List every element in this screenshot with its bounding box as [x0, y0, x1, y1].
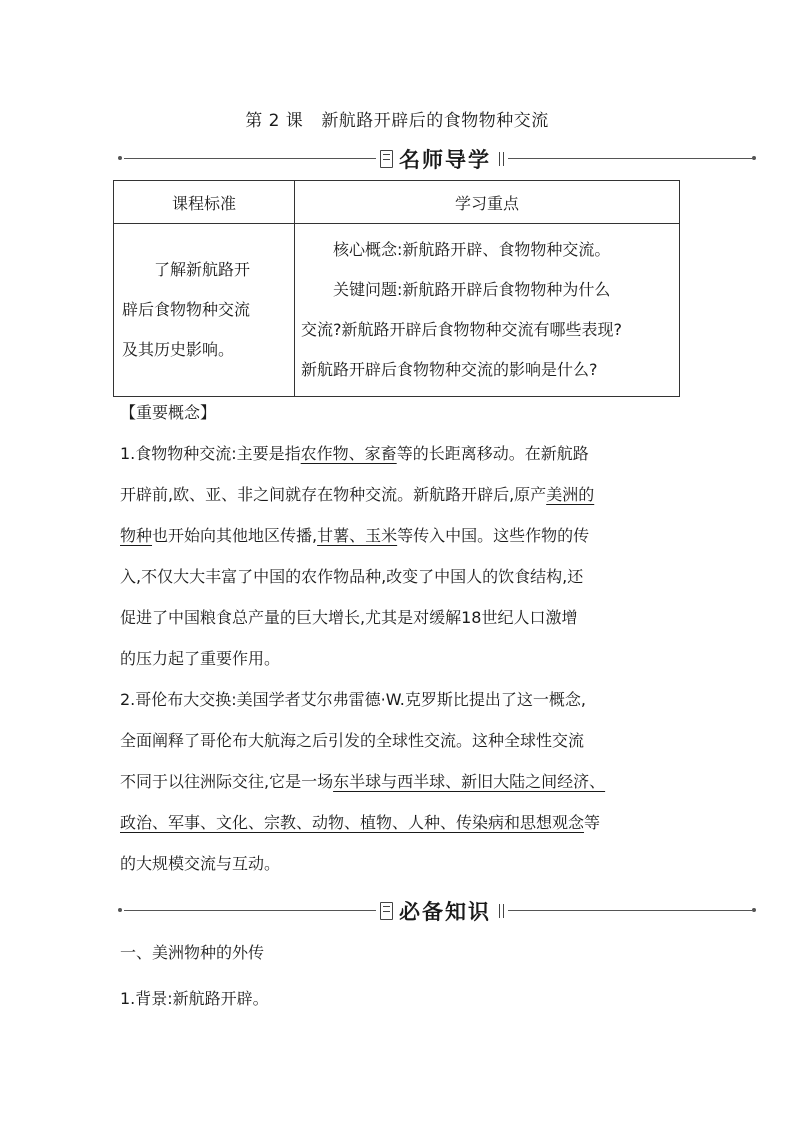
text-run: 的大规模交流与互动。 [120, 854, 281, 873]
guide-banner [118, 146, 758, 172]
knowledge-banner [118, 898, 758, 924]
header-standard: 课程标准 [114, 181, 295, 224]
text-run: 也开始向其他地区传播, [152, 526, 318, 545]
lesson-number: 第 2 课 [245, 111, 304, 131]
standards-table [113, 180, 680, 397]
guide-banner-label [376, 146, 508, 172]
text-run: 入,不仅大大丰富了中国的农作物品种,改变了中国人的饮食结构,还 [120, 567, 584, 586]
text-run: 1.食物物种交流:主要是指 [120, 444, 301, 463]
concepts-heading: 【重要概念】 [120, 403, 217, 422]
text-run: 不同于以往洲际交往,它是一场 [120, 772, 334, 791]
knowledge-banner-text: 必备知识 [399, 899, 491, 924]
banner-dot [118, 156, 122, 160]
tick-icon [499, 152, 504, 166]
standard-line: 辟后食物物种交流 [122, 300, 251, 319]
lesson-name: 新航路开辟后的食物物种交流 [321, 111, 549, 131]
text-run: 等传入中国。这些作物的传 [397, 526, 590, 545]
guide-banner-text: 名师导学 [399, 147, 491, 172]
concept-2 [120, 679, 700, 884]
standard-cell [114, 224, 295, 397]
focus-line: 关键问题:新航路开辟后食物物种为什么 [333, 280, 611, 299]
standard-line: 及其历史影响。 [122, 340, 235, 359]
section-heading: 一、美洲物种的外传 [120, 943, 265, 962]
text-run: 促进了中国粮食总产量的巨大增长,尤其是对缓解18世纪人口激增 [120, 608, 578, 627]
underlined-term: 农作物、家畜 [300, 444, 397, 463]
concept-1 [120, 433, 700, 679]
text-run: 等 [584, 813, 601, 832]
underlined-term: 东半球与西半球、新旧大陆之间经济、 [333, 772, 606, 791]
focus-line: 新航路开辟后食物物种交流的影响是什么? [301, 360, 598, 379]
text-run: 开辟前,欧、亚、非之间就存在物种交流。新航路开辟后,原产 [120, 485, 547, 504]
book-icon [380, 150, 393, 168]
focus-line: 核心概念:新航路开辟、食物物种交流。 [333, 240, 611, 259]
section-item: 1.背景:新航路开辟。 [120, 989, 269, 1008]
banner-dot [752, 156, 756, 160]
text-run: 的压力起了重要作用。 [120, 649, 281, 668]
underlined-term: 政治、军事、文化、宗教、动物、植物、人种、传染病和思想观念 [120, 813, 585, 832]
concepts-body [120, 392, 700, 884]
underlined-term: 甘薯、玉米 [317, 526, 398, 545]
book-icon [380, 902, 393, 920]
underlined-term: 物种 [120, 526, 153, 545]
text-run: 等的长距离移动。在新航路 [396, 444, 589, 463]
text-run: 全面阐释了哥伦布大航海之后引发的全球性交流。这种全球性交流 [120, 731, 585, 750]
focus-cell [295, 224, 680, 397]
banner-dot [118, 908, 122, 912]
tick-icon [499, 904, 504, 918]
focus-line: 交流?新航路开辟后食物物种交流有哪些表现? [301, 320, 622, 339]
knowledge-banner-label [376, 898, 508, 924]
underlined-term: 美洲的 [546, 485, 595, 504]
text-run: 2.哥伦布大交换:美国学者艾尔弗雷德·W.克罗斯比提出了这一概念, [120, 690, 586, 709]
header-focus: 学习重点 [295, 181, 680, 224]
lesson-title [0, 106, 794, 131]
banner-dot [752, 908, 756, 912]
standard-line: 了解新航路开 [154, 260, 251, 279]
